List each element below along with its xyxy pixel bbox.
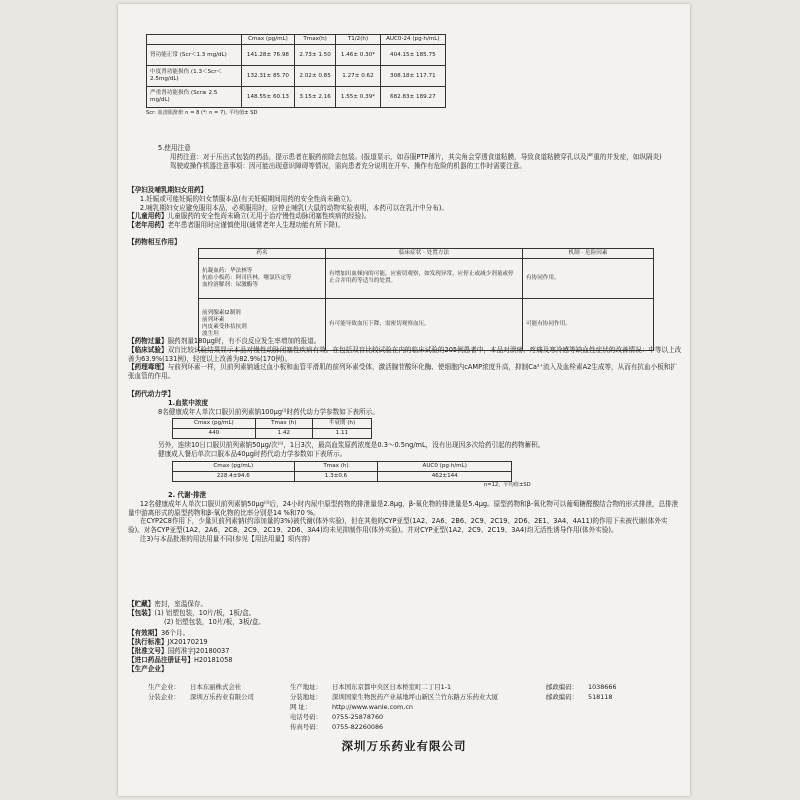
- table-cell: 141.28± 76.98: [242, 45, 295, 66]
- interaction-header: 药名: [199, 248, 326, 258]
- field-label: 生产企业：: [148, 683, 180, 691]
- approval-text: 国药准字J20180037: [167, 646, 230, 655]
- import-reg-text: H20181058: [193, 655, 233, 664]
- field-label: 分装地址：: [290, 693, 322, 701]
- storage-section: 【贮藏】密封，室温保存。 【包装】(1) 铝塑包装，10片/板，1板/盒。 (2) 铝塑包装，10片/板，3板/盒。 【有效期】36个月。 【执行标准】JX20170219 【批准文号】国药准字J20180037 【进口药品注册证号】H20181058 【生产企业】: [128, 600, 682, 673]
- table-cell: 前列腺素I2制剂 前列环素 内皮素受体拮抗剂 波生坦: [199, 298, 326, 350]
- table-cell: 抗凝血药：华法林等 抗血小板药：阿司匹林，噻氯匹定等 血栓溶解剂：尿激酶等: [199, 258, 326, 298]
- phone-text: 0755-25878760: [332, 713, 384, 721]
- pk-intro: 8名健康成年人单次口服贝前列素钠100μg⁽ⁱ⁾时药代动力学参数如下表所示。: [158, 407, 379, 416]
- pk-header: Tmax (h): [294, 461, 378, 471]
- table-cell: 132.31± 85.70: [242, 66, 295, 87]
- table-cell: 1.46± 0.30*: [336, 45, 380, 66]
- field-value: 1038666: [588, 683, 617, 691]
- field-label: 网 址：: [290, 703, 312, 711]
- section-label: 包装: [134, 608, 148, 617]
- pk-renal-note: Scr: 血清肌酐酐 n = 8 (*: n = 7), 平均值± SD: [146, 110, 258, 116]
- interaction-header: 临床症状 · 处置方法: [326, 248, 523, 258]
- pk-renal-header: Cmax (pg/mL): [242, 35, 295, 45]
- interaction-table: [198, 248, 654, 351]
- field-value: 518118: [588, 693, 613, 701]
- pk-repeat-text: 另外，连续10日口服贝前列素钠50μg/次⁽ⁱⁱ⁾，1日3次，最高血浆原药浓度是0.3～0.5ng/mL，没有出现因多次给药引起的药物蓄积。: [158, 441, 545, 450]
- storage-text: 密封，室温保存。: [154, 600, 208, 608]
- pk-renal-header: AUC0-24 (pg·h/mL): [380, 35, 445, 45]
- table-row: [147, 87, 446, 108]
- pk-fed-table: [172, 461, 512, 482]
- pk-renal-table-block: [146, 34, 682, 117]
- table-cell: 严重肾功能损伤 (Scr≥ 2.5 mg/dL): [147, 87, 242, 108]
- section-label: 进口药品注册证号: [134, 655, 188, 664]
- clinical-text: 双盲比较试验结果显示本品对慢性动脉闭塞性疾病有效。在包括双盲比较试验在内的临床试验的205例患者中，本品对溃疡、疼痛及寒冷感等缺血性症状的改善情况：中等以上改善为63.9%(131例)，轻度以上改善为82.9%(170例)。: [128, 345, 682, 363]
- field-label: 邮政编码：: [546, 693, 578, 701]
- table-cell: 2.02± 0.85: [294, 66, 335, 87]
- table-cell: 3.15± 2.16: [294, 87, 335, 108]
- pk-metabolism-text: 12名健康成年人单次口服贝前列素钠50μg⁽ⁱⁱ⁾后，24小时内尿中原型药物的排泄量是2.8μg，β-氧化物的排泄量是5.4μg。原型药物和β-氧化物可以葡萄糖醛酸结合物的形式排泄，总排泄量中游离形式的原型药物和β-氧化物的比率分别是14 %和70 %。: [128, 499, 679, 517]
- section-label: 药物过量: [134, 337, 161, 345]
- table-cell: 有增加出血倾向的可能，应密切观察，如发现异常，应停止或减少剂量或停止合并用药等适当的处置。: [326, 258, 523, 298]
- pk-note: 注3)与本品批准的用法用量不同(参见【用法用量】项内容): [139, 534, 311, 543]
- table-cell: 1.27± 0.62: [336, 66, 380, 87]
- section-label: 儿童用药: [134, 212, 161, 221]
- field-value: 日本东丽株式会社: [190, 683, 242, 691]
- usage-title: 5.使用注意: [158, 144, 191, 152]
- field-value: 深圳万乐药业有限公司: [190, 693, 254, 701]
- section-heading: 【孕妇及哺乳期妇女用药】: [128, 186, 208, 194]
- field-label: 电话号码：: [290, 713, 322, 721]
- overdose-clinical-section: 【药物过量】服药剂量180μg时，有不良反应发生率增加的报道。 【临床试验】双盲比较试验结果显示本品对慢性动脉闭塞性疾病有效。在包括双盲比较试验在内的临床试验的205例患者中，本品对溃疡、疼痛及寒冷感等缺血性症状的改善情况：中等以上改善为63.9%(131例)，轻度以上改善为82.9%(170例)。 【药理毒理】与前列环素一样，贝前列素钠通过血小板和血管平滑肌的前列环素受体，激活腺苷酸环化酶、使细胞内cAMP浓度升高，抑制Ca²⁺流入及血栓素A2生成等，从而有抗血小板和扩张血管的作用。: [128, 337, 682, 381]
- pk-header: Cmax (pg/mL): [173, 461, 295, 471]
- standard-text: JX20170219: [167, 638, 208, 647]
- fax-text: 0755-82260086: [332, 723, 384, 731]
- company-name: 深圳万乐药业有限公司: [341, 739, 467, 753]
- manufacturer-row: [148, 722, 682, 732]
- package-text: (2) 铝塑包装，10片/板，3板/盒。: [164, 617, 265, 626]
- table-cell: 1.42: [255, 429, 312, 439]
- section-label: 执行标准: [134, 638, 161, 647]
- pk-header: Tmax (h): [255, 419, 312, 429]
- website-text: http://www.wanle.com.cn: [332, 703, 413, 711]
- usage-text: 用药注意：对于压出式包装的药品，提示患者在服药前除去包装。(报道显示，如吞服PTP薄片，其尖角会穿透食道粘膜，导致食道粘膜穿孔以及严重的并发症，如纵隔炎): [169, 152, 662, 161]
- table-cell: 308.18± 117.71: [380, 66, 445, 87]
- pk-subheading: 2. 代谢·排泄: [168, 490, 207, 499]
- table-cell: 有可能导致血压下降，需密切观察血压。: [326, 298, 523, 350]
- manufacturer-row: [148, 702, 682, 712]
- pregnancy-text: 2.哺乳期妇女应避免服用本品，必须服用时，应停止哺乳(大鼠的动物实验表明，本药可以在乳汁中分布)。: [139, 203, 449, 212]
- table-cell: 中度肾功能损伤 (1.3＜Scr＜2.5mg/dL): [147, 66, 242, 87]
- pk-single-dose-table: [172, 418, 372, 439]
- pk-header: AUC0 (pg·h/mL): [378, 461, 512, 471]
- interaction-header: 机制 · 危险因素: [523, 248, 654, 258]
- table-cell: 404.15± 185.75: [380, 45, 445, 66]
- package-text: (1) 铝塑包装，10片/板，1板/盒。: [154, 608, 256, 617]
- table-cell: 可能有协同作用。: [523, 298, 654, 350]
- validity-text: 36个月。: [160, 629, 190, 638]
- section-label: 临床试验: [134, 345, 161, 354]
- section-heading: 【药物相互作用】: [128, 238, 181, 246]
- pregnancy-text: 1.妊娠或可能妊娠的妇女禁服本品(有关妊娠期间用药的安全性尚未确立)。: [139, 194, 356, 203]
- table-cell: 2.73± 1.50: [294, 45, 335, 66]
- table-row: [199, 258, 654, 298]
- interaction-section: [128, 238, 682, 351]
- usage-text: 驾驶或操作机器注意事项：因可能出现意识障碍等情况，需向患者充分说明在开车、操作有危险的机器的工作时需要注意。: [169, 161, 526, 170]
- section-label: 贮藏: [134, 600, 148, 608]
- table-cell: 462±144: [378, 471, 512, 481]
- pk-section: [128, 390, 682, 544]
- pk-metabolism-text: 在CYP2C8作用下，少量贝前列素钠(约添加量的3%)被代谢(体外实验)，但在其他的CYP亚型(1A2、2A6、2B6、2C9、2C19、2D6、2E1、3A4、4A11)的作用下未被代谢(体外实验)。对各CYP亚型(1A2、2A6、2C8、2C9、2C19、2D6、3A4)均未见抑制作用(体外实验)。并对CYP亚型(1A2、2C9、2C19、3A4)均无活性诱导作用(体外实验)。: [128, 517, 668, 535]
- manufacturer-row: [148, 692, 682, 702]
- table-cell: 1.55± 0.39*: [336, 87, 380, 108]
- table-row: [147, 66, 446, 87]
- section-heading: 【药代动力学】: [128, 390, 175, 398]
- section-label: 批准文号: [134, 646, 161, 655]
- section-label: 药物相互作用: [134, 238, 175, 246]
- section-label: 孕妇及哺乳期妇女用药: [134, 186, 201, 194]
- field-label: 分装企业：: [148, 693, 180, 701]
- pk-fed-note: n=12，平均值±SD: [484, 481, 531, 488]
- field-value: 深圳国家生物医药产业基地坪山新区兰竹东路万乐药业大厦: [332, 693, 499, 701]
- pk-renal-header: [147, 35, 242, 45]
- pk-renal-table: [146, 34, 446, 108]
- section-label: 药代动力学: [134, 390, 168, 398]
- manufacturer-section: [148, 682, 682, 732]
- table-row: [173, 471, 512, 481]
- field-value: 日本国东京都中央区日本桥室町二丁目1-1: [332, 683, 452, 691]
- field-label: 生产地址：: [290, 683, 322, 691]
- pk-renal-header: Tmax(h): [294, 35, 335, 45]
- package-insert-page: [118, 4, 690, 796]
- section-label: 生产企业: [134, 664, 161, 673]
- table-cell: 1.3±0.6: [294, 471, 378, 481]
- table-cell: 肾功能正常 (Scr＜1.3 mg/dL): [147, 45, 242, 66]
- field-label: 邮政编码：: [546, 683, 578, 691]
- table-cell: 148.55± 60.13: [242, 87, 295, 108]
- pk-header: 半衰期 (h): [312, 419, 371, 429]
- pk-header: Cmax (pg/mL): [173, 419, 256, 429]
- pk-fed-text: 健康成人餐后单次口服本品40μg时药代动力学参数如下表所示。: [158, 450, 347, 459]
- table-row: [147, 45, 446, 66]
- overdose-text: 服药剂量180μg时，有不良反应发生率增加的报道。: [167, 337, 321, 345]
- usage-section: [158, 144, 682, 170]
- pharmacology-text: 与前列环素一样，贝前列素钠通过血小板和血管平滑肌的前列环素受体，激活腺苷酸环化酶、使细胞内cAMP浓度升高，抑制Ca²⁺流入及血栓素A2生成等，从而有抗血小板和扩张血管的作用。: [128, 363, 677, 381]
- pk-renal-header: T1/2(h): [336, 35, 380, 45]
- table-cell: 682.83± 189.27: [380, 87, 445, 108]
- table-cell: 1.11: [312, 429, 371, 439]
- children-text: 儿童服药的安全性尚未确立(无用于治疗慢性动脉闭塞性疾病的经验)。: [167, 212, 371, 221]
- table-row: [173, 429, 372, 439]
- section-label: 有效期: [134, 629, 155, 638]
- section-label: 老年用药: [134, 221, 161, 230]
- section-label: 药理毒理: [134, 363, 161, 372]
- elderly-text: 老年患者服用时应谨慎使用(通常老年人生理功能有所下降)。: [167, 221, 345, 230]
- pregnancy-section: 【孕妇及哺乳期妇女用药】 1.妊娠或可能妊娠的妇女禁服本品(有关妊娠期间用药的安全性尚未确立)。 2.哺乳期妇女应避免服用本品，必须服用时，应停止哺乳(大鼠的动物实验表明，本药可以在乳汁中分布)。 【儿童用药】儿童服药的安全性尚未确立(无用于治疗慢性动脉闭塞性疾病的经验)。 【老年用药】老年患者服用时应谨慎使用(通常老年人生理功能有所下降)。: [128, 186, 682, 230]
- manufacturer-row: [148, 712, 682, 722]
- field-label: 传真号码：: [290, 723, 322, 731]
- table-cell: 228.4±94.6: [173, 471, 295, 481]
- table-cell: 440: [173, 429, 256, 439]
- pk-subheading: 1.血浆中浓度: [168, 398, 209, 407]
- table-cell: 有协同作用。: [523, 258, 654, 298]
- manufacturer-row: [148, 682, 682, 692]
